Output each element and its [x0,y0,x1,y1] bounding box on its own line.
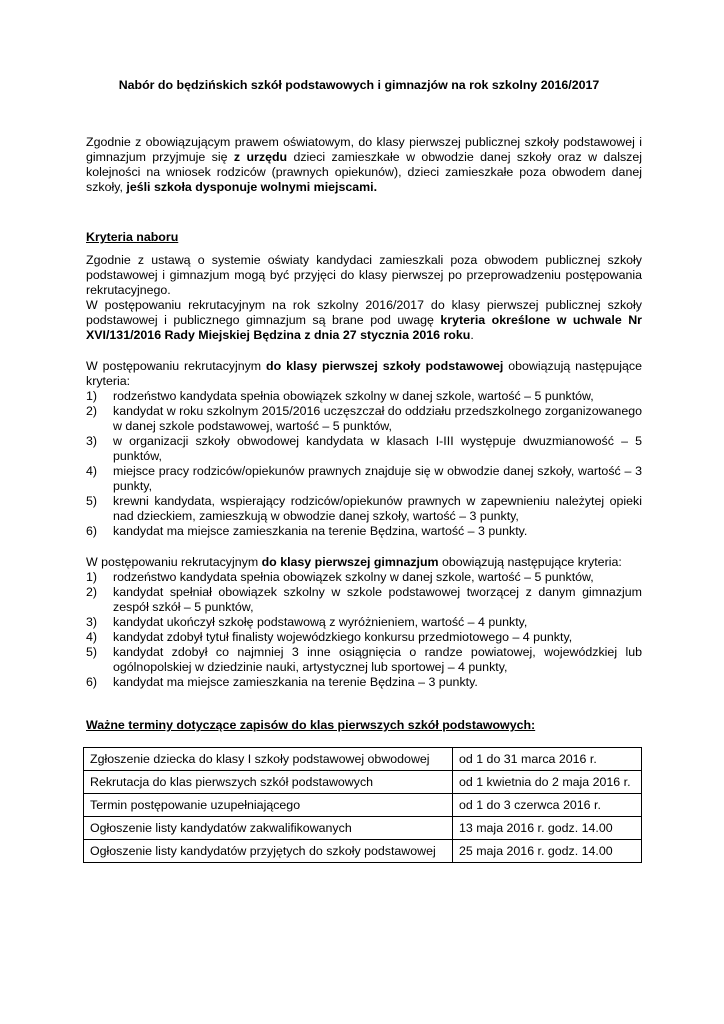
criteria-paragraph-2 [86,298,642,343]
table-cell-date: 25 maja 2016 r. godz. 14.00 [453,840,642,863]
list-item-number: 4) [86,630,98,644]
gimnazjum-intro-before: W postępowaniu rekrutacyjnym [86,555,262,569]
list-item-text: rodzeństwo kandydata spełnia obowiązek szkolny w danej szkole, wartość – 5 punktów, [113,389,594,403]
gimnazjum-intro-bold: do klasy pierwszej gimnazjum [261,555,439,569]
list-item-text: kandydat spełniał obowiązek szkolny w szkole podstawowej tworzącej z danym gimnazjum zespół szkół – 5 punktów, [113,585,642,614]
table-cell-event: Ogłoszenie listy kandydatów przyjętych do szkoły podstawowej [84,840,453,863]
list-item-number: 5) [86,645,98,659]
list-item [86,615,642,630]
list-item-text: rodzeństwo kandydata spełnia obowiązek szkolny w danej szkole, wartość – 5 punktów, [113,570,594,584]
table-row [84,748,642,771]
list-item-text: kandydat ukończył szkołę podstawową z wyróżnieniem, wartość – 4 punkty, [113,615,528,629]
table-cell-date: 13 maja 2016 r. godz. 14.00 [453,817,642,840]
table-row [84,817,642,840]
list-item-text: krewni kandydata, wspierający rodziców/opiekunów prawnych w zapewnieniu należytej opieki nad dzieckiem, zamieszkują w obwodzie danej szkoły, wartość – 3 punkty, [113,494,642,523]
list-item-number: 5) [86,494,98,508]
list-item-number: 1) [86,389,98,403]
document-title: Nabór do będzińskich szkół podstawowych i gimnazjów na rok szkolny 2016/2017 [118,78,600,92]
intro-text-2: dzieci zamieszkałe w obwodzie danej szkoły oraz w dalszej kolejności na wniosek rodziców (prawnych opiekunów), dzieci zamieszkałe poza obwodem danej szkoły, [86,150,642,194]
gimnazjum-criteria-list [86,570,642,690]
table-cell-event: Termin postępowanie uzupełniającego [84,794,453,817]
table-row [84,771,642,794]
terms-table [83,747,642,863]
table-cell-event: Ogłoszenie listy kandydatów zakwalifikowanych [84,817,453,840]
list-item [86,464,642,494]
document-page [86,78,642,863]
list-item-number: 6) [86,675,98,689]
list-item [86,630,642,645]
list-item-text: w organizacji szkoły obwodowej kandydata w klasach I-III występuje dwuzmianowość – 5 punktów, [113,434,642,463]
list-item [86,675,642,690]
list-item-text: kandydat zdobył co najmniej 3 inne osiągnięcia o randze powiatowej, wojewódzkiej lub ogólnopolskiej w dziedzinie nauki, artystycznej lub sportowej – 4 punkty, [113,645,642,674]
intro-paragraph [86,135,642,195]
list-item-text: kandydat w roku szkolnym 2015/2016 uczęszczał do oddziału przedszkolnego zorganizowanego w danej szkole podstawowej, wartość – 5 punktów, [113,404,642,433]
list-item-text: miejsce pracy rodziców/opiekunów prawnych znajduje się w obwodzie danej szkoły, wartość – 3 punkty, [113,464,642,493]
table-row [84,840,642,863]
primary-intro [86,359,642,389]
table-cell-event: Rekrutacja do klas pierwszych szkół podstawowych [84,771,453,794]
list-item-number: 3) [86,434,98,448]
gimnazjum-intro-after: obowiązują następujące kryteria: [438,555,622,569]
list-item [86,434,642,464]
intro-bold-2: jeśli szkoła dysponuje wolnymi miejscami. [126,180,378,194]
list-item-number: 1) [86,570,98,584]
list-item-number: 6) [86,524,98,538]
primary-intro-bold: do klasy pierwszej szkoły podstawowej [266,359,504,373]
list-item [86,570,642,585]
primary-intro-before: W postępowaniu rekrutacyjnym [86,359,267,373]
list-item-text: kandydat zdobył tytuł finalisty wojewódzkiego konkursu przedmiotowego – 4 punkty, [113,630,573,644]
criteria-paragraph-1: Zgodnie z ustawą o systemie oświaty kandydaci zamieszkali poza obwodem publicznej szkoły podstawowej i gimnazjum mogą być przyjęci do klasy pierwszej po przeprowadzeniu postępowania rekrutacyjnego. [86,253,642,297]
intro-text-1: Zgodnie z obowiązującym prawem oświatowym, do klasy pierwszej publicznej szkoły podstawowej i gimnazjum przyjmuje się [86,135,642,164]
terms-heading: Ważne terminy dotyczące zapisów do klas pierwszych szkół podstawowych: [86,718,536,732]
list-item [86,524,642,539]
list-item [86,585,642,615]
list-item-number: 2) [86,404,98,418]
primary-intro-after: obowiązują następujące kryteria: [86,359,642,388]
criteria-heading: Kryteria naboru [86,230,179,244]
list-item-text: kandydat ma miejsce zamieszkania na terenie Będzina, wartość – 3 punkty. [113,524,528,538]
intro-bold-1: z urzędu [233,150,288,164]
table-cell-date: od 1 do 3 czerwca 2016 r. [453,794,642,817]
criteria-p2-bold: kryteria określone w uchwale Nr XVI/131/2016 Rady Miejskiej Będzina z dnia 27 stycznia 2016 roku [86,313,642,342]
gimnazjum-intro [86,555,642,570]
list-item-text: kandydat ma miejsce zamieszkania na terenie Będzina – 3 punkty. [113,675,478,689]
primary-criteria-list [86,389,642,539]
list-item [86,645,642,675]
table-cell-event: Zgłoszenie dziecka do klasy I szkoły podstawowej obwodowej [84,748,453,771]
criteria-p2-text: W postępowaniu rekrutacyjnym na rok szkolny 2016/2017 do klasy pierwszej publicznej szkoły podstawowej i publicznego gimnazjum są brane pod uwagę [86,298,642,327]
list-item-number: 4) [86,464,98,478]
list-item [86,404,642,434]
list-item [86,494,642,524]
criteria-p2-end: . [470,328,474,342]
list-item [86,389,642,404]
table-row [84,794,642,817]
list-item-number: 2) [86,585,98,599]
table-cell-date: od 1 kwietnia do 2 maja 2016 r. [453,771,642,794]
table-cell-date: od 1 do 31 marca 2016 r. [453,748,642,771]
list-item-number: 3) [86,615,98,629]
